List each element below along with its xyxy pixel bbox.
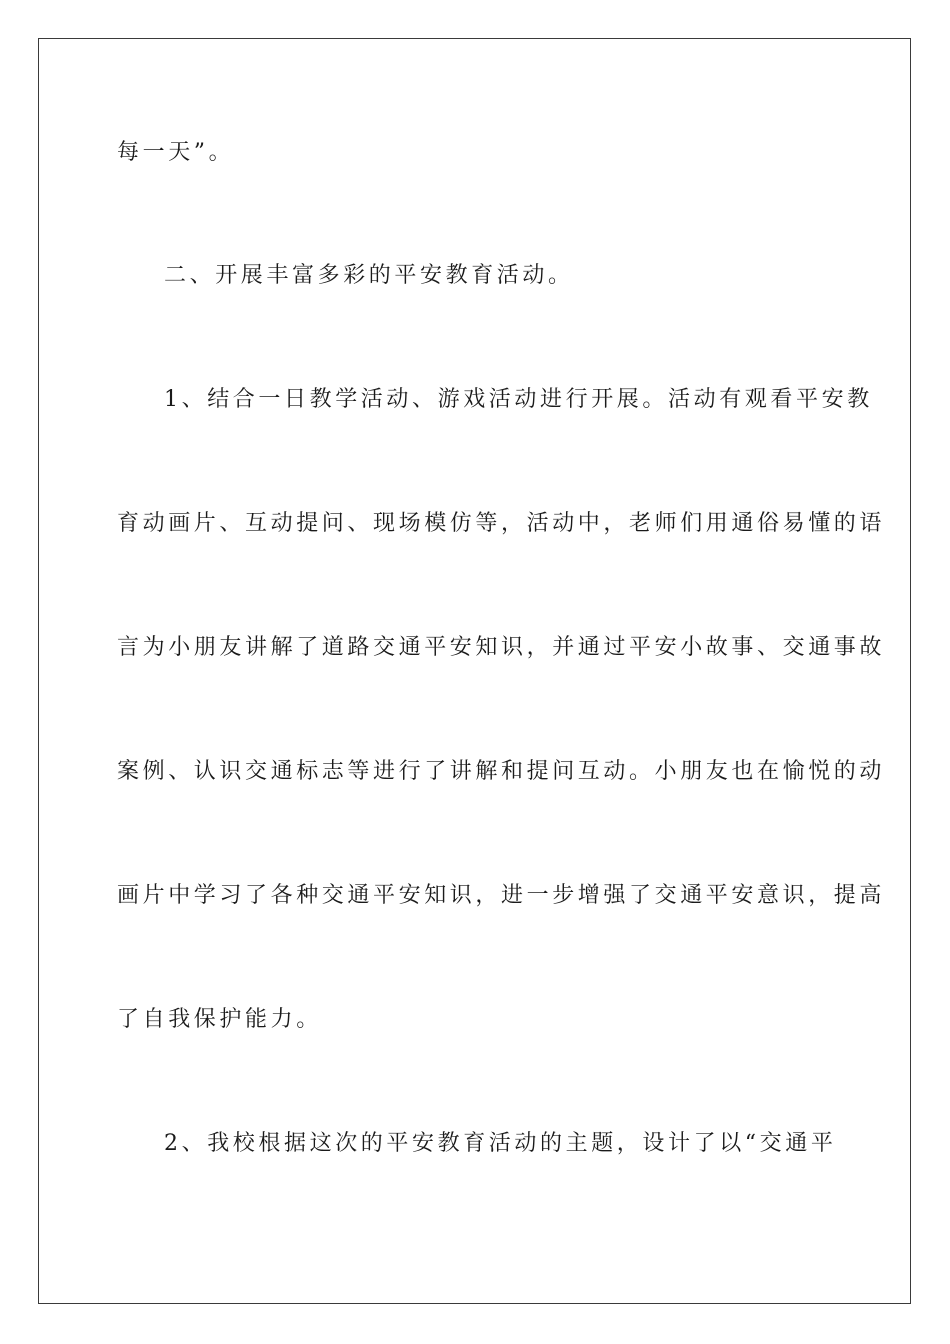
text-line-4: 育动画片、互动提问、现场模仿等，活动中，老师们用通俗易懂的语 xyxy=(117,511,886,536)
text-line-7: 画片中学习了各种交通平安知识，进一步增强了交通平安意识，提高 xyxy=(117,883,886,908)
text-line-1: 每一天”。 xyxy=(117,140,235,165)
text-line-9: 2、我校根据这次的平安教育活动的主题，设计了以“交通平 xyxy=(164,1131,837,1156)
section-heading: 二、开展丰富多彩的平安教育活动。 xyxy=(164,263,574,288)
page-border xyxy=(38,38,911,1304)
text-line-8: 了自我保护能力。 xyxy=(117,1007,322,1032)
text-line-3: 1、结合一日教学活动、游戏活动进行开展。活动有观看平安教 xyxy=(164,387,873,412)
text-line-6: 案例、认识交通标志等进行了讲解和提问互动。小朋友也在愉悦的动 xyxy=(117,759,886,784)
text-line-5: 言为小朋友讲解了道路交通平安知识，并通过平安小故事、交通事故 xyxy=(117,635,886,660)
